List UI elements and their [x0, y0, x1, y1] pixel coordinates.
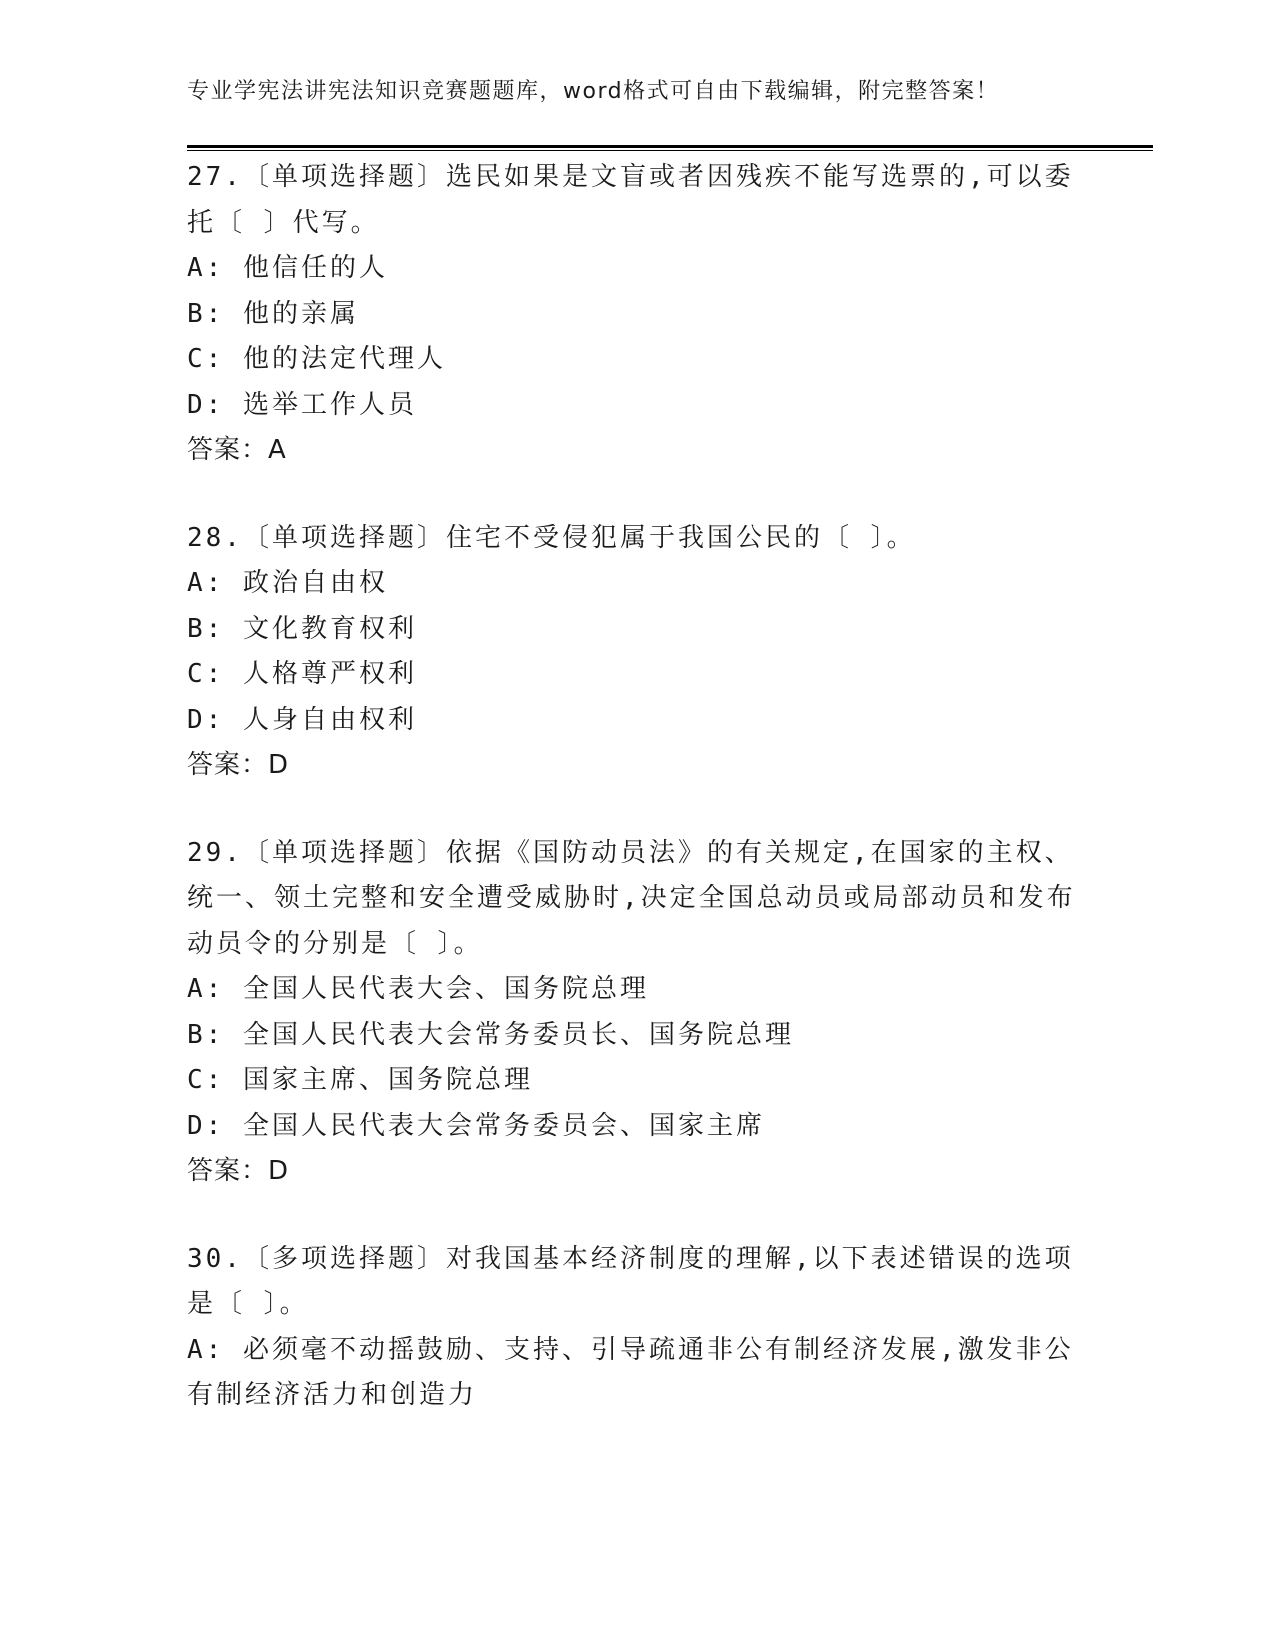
question-stem-line: 28.〔单项选择题〕住宅不受侵犯属于我国公民的〔 〕。 — [187, 522, 916, 553]
header-divider-thick — [187, 145, 1153, 148]
question-29 — [187, 831, 1087, 1195]
option-c: C: 人格尊严权利 — [187, 659, 417, 689]
question-stem-line: 托〔 〕代写。 — [187, 207, 380, 238]
question-stem-line: 30.〔多项选择题〕对我国基本经济制度的理解,以下表述错误的选项 — [187, 1243, 1074, 1274]
question-27 — [187, 155, 1087, 474]
option-d: D: 全国人民代表大会常务委员会、国家主席 — [187, 1110, 765, 1141]
option-d: D: 人身自由权利 — [187, 704, 417, 735]
question-stem-line: 动员令的分别是〔 〕。 — [187, 928, 483, 959]
option-b: B: 他的亲属 — [187, 298, 359, 329]
option-a: A: 政治自由权 — [187, 568, 388, 598]
option-b: B: 文化教育权利 — [187, 613, 417, 644]
answer-line: 答案：D — [187, 750, 290, 780]
option-c: C: 国家主席、国务院总理 — [187, 1065, 533, 1095]
option-a: A: 全国人民代表大会、国务院总理 — [187, 974, 649, 1004]
header-divider-thin — [187, 150, 1153, 151]
question-stem-line: 27.〔单项选择题〕选民如果是文盲或者因残疾不能写选票的,可以委 — [187, 162, 1074, 192]
option-a: A: 必须毫不动摇鼓励、支持、引导疏通非公有制经济发展,激发非公 — [187, 1334, 1074, 1365]
option-c: C: 他的法定代理人 — [187, 344, 446, 374]
page-header: 专业学宪法讲宪法知识竞赛题题库，word格式可自由下载编辑，附完整答案！ — [187, 79, 1000, 104]
question-28 — [187, 516, 1087, 789]
option-a-continued: 有制经济活力和创造力 — [187, 1380, 478, 1410]
question-stem-line: 29.〔单项选择题〕依据《国防动员法》的有关规定,在国家的主权、 — [187, 837, 1074, 868]
option-d: D: 选举工作人员 — [187, 389, 417, 420]
question-stem-line: 是〔 〕。 — [187, 1289, 309, 1319]
question-30 — [187, 1237, 1087, 1419]
answer-line: 答案：D — [187, 1156, 290, 1186]
question-list — [187, 155, 1087, 1461]
question-stem-line: 统一、领土完整和安全遭受威胁时,决定全国总动员或局部动员和发布 — [187, 883, 1076, 913]
option-a: A: 他信任的人 — [187, 253, 388, 283]
option-b: B: 全国人民代表大会常务委员长、国务院总理 — [187, 1019, 794, 1050]
answer-line: 答案：A — [187, 435, 287, 465]
header-divider — [187, 145, 1153, 151]
